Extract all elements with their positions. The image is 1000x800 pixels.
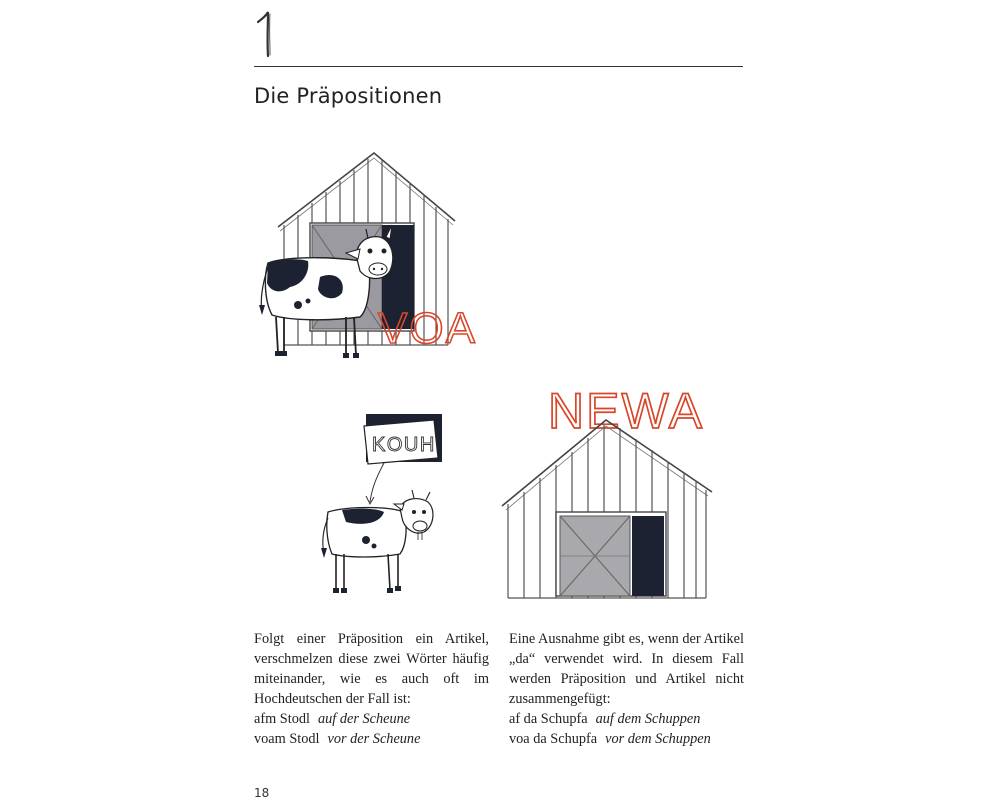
example-row [254,709,489,729]
right-column [509,629,744,749]
example-standard: auf der Scheune [318,711,411,727]
illustration-barn-newa [498,372,716,604]
example-standard: vor dem Schuppen [605,731,711,747]
example-row [509,709,744,729]
example-dialect: af da Schupfa [509,711,588,727]
right-paragraph: Eine Ausnahme gibt es, wenn der Artikel „da“ verwendet wird. In diesem Fall werden Präposition und Artikel nicht zusammengefügt: [509,631,744,707]
chapter-number [253,8,277,60]
left-paragraph: Folgt einer Präposition ein Artikel, verschmelzen diese zwei Wörter häufig miteinander, wie es auch oft im Hochdeutschen der Fall ist: [254,631,489,707]
example-standard: auf dem Schuppen [595,711,701,727]
word-newa: NEWA [548,383,705,439]
example-row [509,729,744,749]
chapter-rule [254,66,743,67]
page-number: 18 [254,786,270,800]
speech-bubble-text: KOUH [372,434,436,456]
chapter-title: Die Präpositionen [254,84,443,108]
small-cow-drawing [321,490,433,593]
word-voa: VOA [378,304,477,353]
illustration-cow-speech-bubble [318,408,448,603]
example-dialect: voam Stodl [254,731,320,747]
example-row [254,729,489,749]
example-dialect: voa da Schupfa [509,731,598,747]
example-dialect: afm Stodl [254,711,310,727]
illustration-cow-front-of-barn [250,145,477,370]
example-standard: vor der Scheune [327,731,421,747]
left-column [254,629,489,749]
speech-bubble [364,414,442,504]
